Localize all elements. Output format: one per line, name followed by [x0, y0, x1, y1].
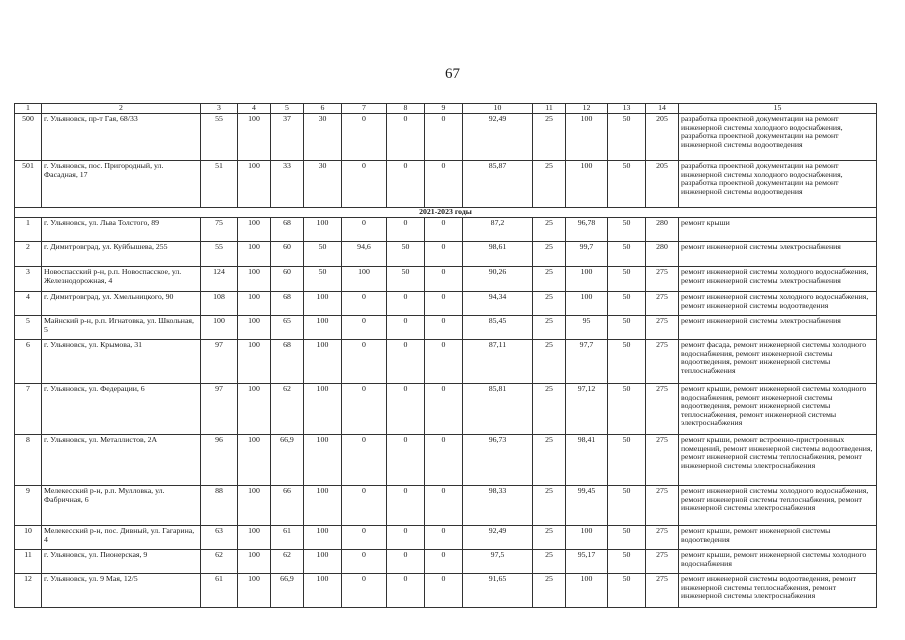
value-cell: 2 [15, 242, 42, 267]
table-row [15, 384, 877, 435]
value-cell: 50 [608, 242, 646, 267]
column-header: 5 [271, 104, 304, 114]
value-cell: 275 [646, 316, 679, 340]
value-cell: 275 [646, 384, 679, 435]
value-cell: 0 [425, 242, 463, 267]
address-cell: г. Ульяновск, ул. Льва Толстого, 89 [42, 218, 201, 242]
value-cell: 100 [238, 435, 271, 486]
value-cell: 100 [238, 486, 271, 526]
value-cell: 0 [425, 384, 463, 435]
value-cell: 3 [15, 267, 42, 292]
work-type-cell: ремонт крыши, ремонт встроенно-пристроенных помещений, ремонт инженерной системы водоотведения, ремонт инженерной системы теплоснабжения, ремонт инженерной системы электроснабжения [679, 435, 877, 486]
value-cell: 63 [201, 526, 238, 550]
column-header: 13 [608, 104, 646, 114]
value-cell: 275 [646, 292, 679, 316]
column-header: 7 [342, 104, 387, 114]
value-cell: 0 [387, 526, 425, 550]
value-cell: 280 [646, 218, 679, 242]
value-cell: 25 [533, 526, 566, 550]
value-cell: 68 [271, 292, 304, 316]
value-cell: 7 [15, 384, 42, 435]
value-cell: 91,65 [463, 574, 533, 608]
value-cell: 50 [387, 267, 425, 292]
value-cell: 98,41 [566, 435, 608, 486]
address-cell: г. Ульяновск, ул. 9 Мая, 12/5 [42, 574, 201, 608]
value-cell: 100 [304, 292, 342, 316]
address-cell: Майнский р-н, р.п. Игнатовка, ул. Школьная, 5 [42, 316, 201, 340]
value-cell: 68 [271, 218, 304, 242]
value-cell: 100 [238, 550, 271, 574]
value-cell: 12 [15, 574, 42, 608]
value-cell: 50 [608, 161, 646, 208]
column-header: 15 [679, 104, 877, 114]
value-cell: 92,49 [463, 114, 533, 161]
value-cell: 25 [533, 384, 566, 435]
table-row [15, 267, 877, 292]
value-cell: 0 [425, 340, 463, 384]
value-cell: 62 [271, 384, 304, 435]
address-cell: Мелекесский р-н, пос. Дивный, ул. Гагарина, 4 [42, 526, 201, 550]
value-cell: 95 [566, 316, 608, 340]
column-header: 3 [201, 104, 238, 114]
address-cell: Новоспасский р-н, р.п. Новоспасское, ул. Железнодорожная, 4 [42, 267, 201, 292]
value-cell: 100 [238, 242, 271, 267]
value-cell: 100 [566, 267, 608, 292]
work-type-cell: ремонт инженерной системы электроснабжения [679, 316, 877, 340]
value-cell: 55 [201, 242, 238, 267]
value-cell: 94,34 [463, 292, 533, 316]
value-cell: 97 [201, 384, 238, 435]
value-cell: 50 [608, 435, 646, 486]
work-type-cell: ремонт инженерной системы холодного водоснабжения, ремонт инженерной системы теплоснабжения, ремонт инженерной системы электроснабжения [679, 486, 877, 526]
value-cell: 500 [15, 114, 42, 161]
address-cell: г. Ульяновск, пр-т Гая, 68/33 [42, 114, 201, 161]
address-cell: г. Ульяновск, ул. Федерации, 6 [42, 384, 201, 435]
address-cell: г. Ульяновск, ул. Металлистов, 2А [42, 435, 201, 486]
value-cell: 66 [271, 486, 304, 526]
value-cell: 0 [342, 526, 387, 550]
table-row [15, 574, 877, 608]
value-cell: 50 [608, 526, 646, 550]
value-cell: 100 [238, 292, 271, 316]
page-number: 67 [445, 66, 460, 82]
value-cell: 0 [387, 550, 425, 574]
value-cell: 100 [304, 316, 342, 340]
value-cell: 0 [387, 114, 425, 161]
value-cell: 0 [425, 267, 463, 292]
work-type-cell: ремонт крыши [679, 218, 877, 242]
value-cell: 275 [646, 526, 679, 550]
column-header: 4 [238, 104, 271, 114]
work-type-cell: ремонт инженерной системы холодного водоснабжения, ремонт инженерной системы электроснабжения [679, 267, 877, 292]
value-cell: 33 [271, 161, 304, 208]
value-cell: 97,5 [463, 550, 533, 574]
value-cell: 275 [646, 435, 679, 486]
table-row [15, 161, 877, 208]
value-cell: 0 [425, 574, 463, 608]
value-cell: 66,9 [271, 574, 304, 608]
value-cell: 25 [533, 574, 566, 608]
value-cell: 100 [238, 218, 271, 242]
work-type-cell: разработка проектной документации на ремонт инженерной системы холодного водоснабжения, разработка проектной документации на ремонт инженерной системы водоотведения [679, 161, 877, 208]
value-cell: 97,12 [566, 384, 608, 435]
table-row [15, 486, 877, 526]
value-cell: 100 [566, 161, 608, 208]
table-row [15, 526, 877, 550]
value-cell: 25 [533, 218, 566, 242]
value-cell: 0 [342, 486, 387, 526]
value-cell: 100 [304, 435, 342, 486]
value-cell: 100 [304, 526, 342, 550]
value-cell: 0 [425, 161, 463, 208]
value-cell: 50 [608, 292, 646, 316]
value-cell: 0 [342, 574, 387, 608]
work-type-cell: ремонт инженерной системы электроснабжения [679, 242, 877, 267]
address-cell: г. Ульяновск, пос. Пригородный, ул. Фасадная, 17 [42, 161, 201, 208]
value-cell: 97,7 [566, 340, 608, 384]
value-cell: 25 [533, 161, 566, 208]
value-cell: 50 [608, 384, 646, 435]
value-cell: 0 [342, 114, 387, 161]
value-cell: 0 [342, 161, 387, 208]
value-cell: 62 [201, 550, 238, 574]
value-cell: 100 [304, 574, 342, 608]
value-cell: 100 [304, 340, 342, 384]
column-header: 12 [566, 104, 608, 114]
value-cell: 51 [201, 161, 238, 208]
value-cell: 0 [387, 435, 425, 486]
value-cell: 50 [387, 242, 425, 267]
value-cell: 0 [342, 340, 387, 384]
table-row [15, 242, 877, 267]
work-type-cell: ремонт фасада, ремонт инженерной системы холодного водоснабжения, ремонт инженерной системы водоотведения, ремонт инженерной системы теплоснабжения [679, 340, 877, 384]
address-cell: Мелекесский р-н, р.п. Мулловка, ул. Фабричная, 6 [42, 486, 201, 526]
value-cell: 100 [201, 316, 238, 340]
value-cell: 0 [387, 384, 425, 435]
column-header: 1 [15, 104, 42, 114]
value-cell: 0 [342, 435, 387, 486]
value-cell: 25 [533, 267, 566, 292]
value-cell: 1 [15, 218, 42, 242]
value-cell: 65 [271, 316, 304, 340]
value-cell: 100 [566, 292, 608, 316]
value-cell: 98,61 [463, 242, 533, 267]
column-header: 2 [42, 104, 201, 114]
value-cell: 275 [646, 574, 679, 608]
value-cell: 30 [304, 114, 342, 161]
value-cell: 280 [646, 242, 679, 267]
value-cell: 95,17 [566, 550, 608, 574]
value-cell: 0 [425, 526, 463, 550]
value-cell: 85,87 [463, 161, 533, 208]
value-cell: 66,9 [271, 435, 304, 486]
value-cell: 100 [566, 526, 608, 550]
value-cell: 0 [342, 316, 387, 340]
value-cell: 100 [238, 114, 271, 161]
value-cell: 85,45 [463, 316, 533, 340]
value-cell: 98,33 [463, 486, 533, 526]
value-cell: 87,11 [463, 340, 533, 384]
value-cell: 100 [304, 550, 342, 574]
value-cell: 100 [238, 384, 271, 435]
value-cell: 0 [342, 550, 387, 574]
value-cell: 50 [608, 114, 646, 161]
value-cell: 90,26 [463, 267, 533, 292]
table-row [15, 292, 877, 316]
value-cell: 50 [608, 486, 646, 526]
value-cell: 25 [533, 340, 566, 384]
value-cell: 87,2 [463, 218, 533, 242]
value-cell: 0 [342, 384, 387, 435]
value-cell: 50 [608, 316, 646, 340]
value-cell: 108 [201, 292, 238, 316]
column-header: 9 [425, 104, 463, 114]
value-cell: 501 [15, 161, 42, 208]
value-cell: 0 [387, 161, 425, 208]
work-type-cell: ремонт крыши, ремонт инженерной системы холодного водоснабжения [679, 550, 877, 574]
value-cell: 275 [646, 267, 679, 292]
value-cell: 92,49 [463, 526, 533, 550]
value-cell: 4 [15, 292, 42, 316]
work-type-cell: ремонт крыши, ремонт инженерной системы водоотведения [679, 526, 877, 550]
value-cell: 100 [238, 526, 271, 550]
value-cell: 100 [238, 267, 271, 292]
value-cell: 50 [304, 267, 342, 292]
value-cell: 97 [201, 340, 238, 384]
value-cell: 96 [201, 435, 238, 486]
value-cell: 0 [425, 316, 463, 340]
value-cell: 96,78 [566, 218, 608, 242]
value-cell: 75 [201, 218, 238, 242]
value-cell: 100 [238, 574, 271, 608]
table-row [15, 435, 877, 486]
value-cell: 100 [566, 114, 608, 161]
value-cell: 0 [425, 292, 463, 316]
value-cell: 50 [304, 242, 342, 267]
value-cell: 100 [304, 218, 342, 242]
value-cell: 25 [533, 242, 566, 267]
value-cell: 0 [387, 486, 425, 526]
value-cell: 275 [646, 486, 679, 526]
value-cell: 0 [425, 435, 463, 486]
value-cell: 30 [304, 161, 342, 208]
value-cell: 62 [271, 550, 304, 574]
value-cell: 0 [425, 114, 463, 161]
value-cell: 205 [646, 161, 679, 208]
value-cell: 124 [201, 267, 238, 292]
value-cell: 94,6 [342, 242, 387, 267]
value-cell: 0 [342, 218, 387, 242]
value-cell: 0 [387, 316, 425, 340]
value-cell: 68 [271, 340, 304, 384]
section-title: 2021-2023 годы [15, 208, 877, 218]
value-cell: 5 [15, 316, 42, 340]
value-cell: 100 [304, 384, 342, 435]
value-cell: 9 [15, 486, 42, 526]
value-cell: 25 [533, 486, 566, 526]
value-cell: 99,45 [566, 486, 608, 526]
value-cell: 275 [646, 340, 679, 384]
value-cell: 8 [15, 435, 42, 486]
address-cell: г. Димитровград, ул. Куйбышева, 255 [42, 242, 201, 267]
value-cell: 25 [533, 292, 566, 316]
value-cell: 0 [387, 340, 425, 384]
value-cell: 100 [238, 316, 271, 340]
value-cell: 25 [533, 435, 566, 486]
value-cell: 50 [608, 218, 646, 242]
work-type-cell: ремонт крыши, ремонт инженерной системы холодного водоснабжения, ремонт инженерной системы водоотведения, ремонт инженерной системы теплоснабжения, ремонт инженерной системы электроснабжения [679, 384, 877, 435]
address-cell: г. Димитровград, ул. Хмельницкого, 90 [42, 292, 201, 316]
value-cell: 50 [608, 550, 646, 574]
value-cell: 25 [533, 316, 566, 340]
value-cell: 55 [201, 114, 238, 161]
value-cell: 60 [271, 242, 304, 267]
value-cell: 85,81 [463, 384, 533, 435]
value-cell: 205 [646, 114, 679, 161]
value-cell: 60 [271, 267, 304, 292]
table-header-row [15, 104, 877, 114]
value-cell: 0 [342, 292, 387, 316]
value-cell: 10 [15, 526, 42, 550]
value-cell: 0 [425, 550, 463, 574]
value-cell: 100 [238, 340, 271, 384]
value-cell: 100 [342, 267, 387, 292]
value-cell: 99,7 [566, 242, 608, 267]
value-cell: 0 [425, 218, 463, 242]
address-cell: г. Ульяновск, ул. Крымова, 31 [42, 340, 201, 384]
work-type-cell: ремонт инженерной системы холодного водоснабжения, ремонт инженерной системы водоотведения [679, 292, 877, 316]
value-cell: 0 [387, 218, 425, 242]
value-cell: 275 [646, 550, 679, 574]
value-cell: 0 [387, 574, 425, 608]
value-cell: 100 [304, 486, 342, 526]
value-cell: 6 [15, 340, 42, 384]
value-cell: 25 [533, 550, 566, 574]
address-cell: г. Ульяновск, ул. Пионерская, 9 [42, 550, 201, 574]
value-cell: 37 [271, 114, 304, 161]
table-row [15, 316, 877, 340]
table-row [15, 340, 877, 384]
value-cell: 0 [425, 486, 463, 526]
table-row [15, 218, 877, 242]
repair-schedule-table [14, 103, 877, 608]
work-type-cell: разработка проектной документации на ремонт инженерной системы холодного водоснабжения, разработка проектной документации на ремонт инженерной системы водоотведения [679, 114, 877, 161]
value-cell: 11 [15, 550, 42, 574]
value-cell: 50 [608, 340, 646, 384]
column-header: 8 [387, 104, 425, 114]
section-row [15, 208, 877, 218]
column-header: 14 [646, 104, 679, 114]
table-row [15, 114, 877, 161]
work-type-cell: ремонт инженерной системы водоотведения, ремонт инженерной системы теплоснабжения, ремонт инженерной системы электроснабжения [679, 574, 877, 608]
table-row [15, 550, 877, 574]
value-cell: 88 [201, 486, 238, 526]
column-header: 10 [463, 104, 533, 114]
value-cell: 50 [608, 267, 646, 292]
value-cell: 100 [566, 574, 608, 608]
value-cell: 25 [533, 114, 566, 161]
value-cell: 61 [271, 526, 304, 550]
value-cell: 61 [201, 574, 238, 608]
column-header: 11 [533, 104, 566, 114]
value-cell: 50 [608, 574, 646, 608]
column-header: 6 [304, 104, 342, 114]
value-cell: 96,73 [463, 435, 533, 486]
value-cell: 0 [387, 292, 425, 316]
value-cell: 100 [238, 161, 271, 208]
